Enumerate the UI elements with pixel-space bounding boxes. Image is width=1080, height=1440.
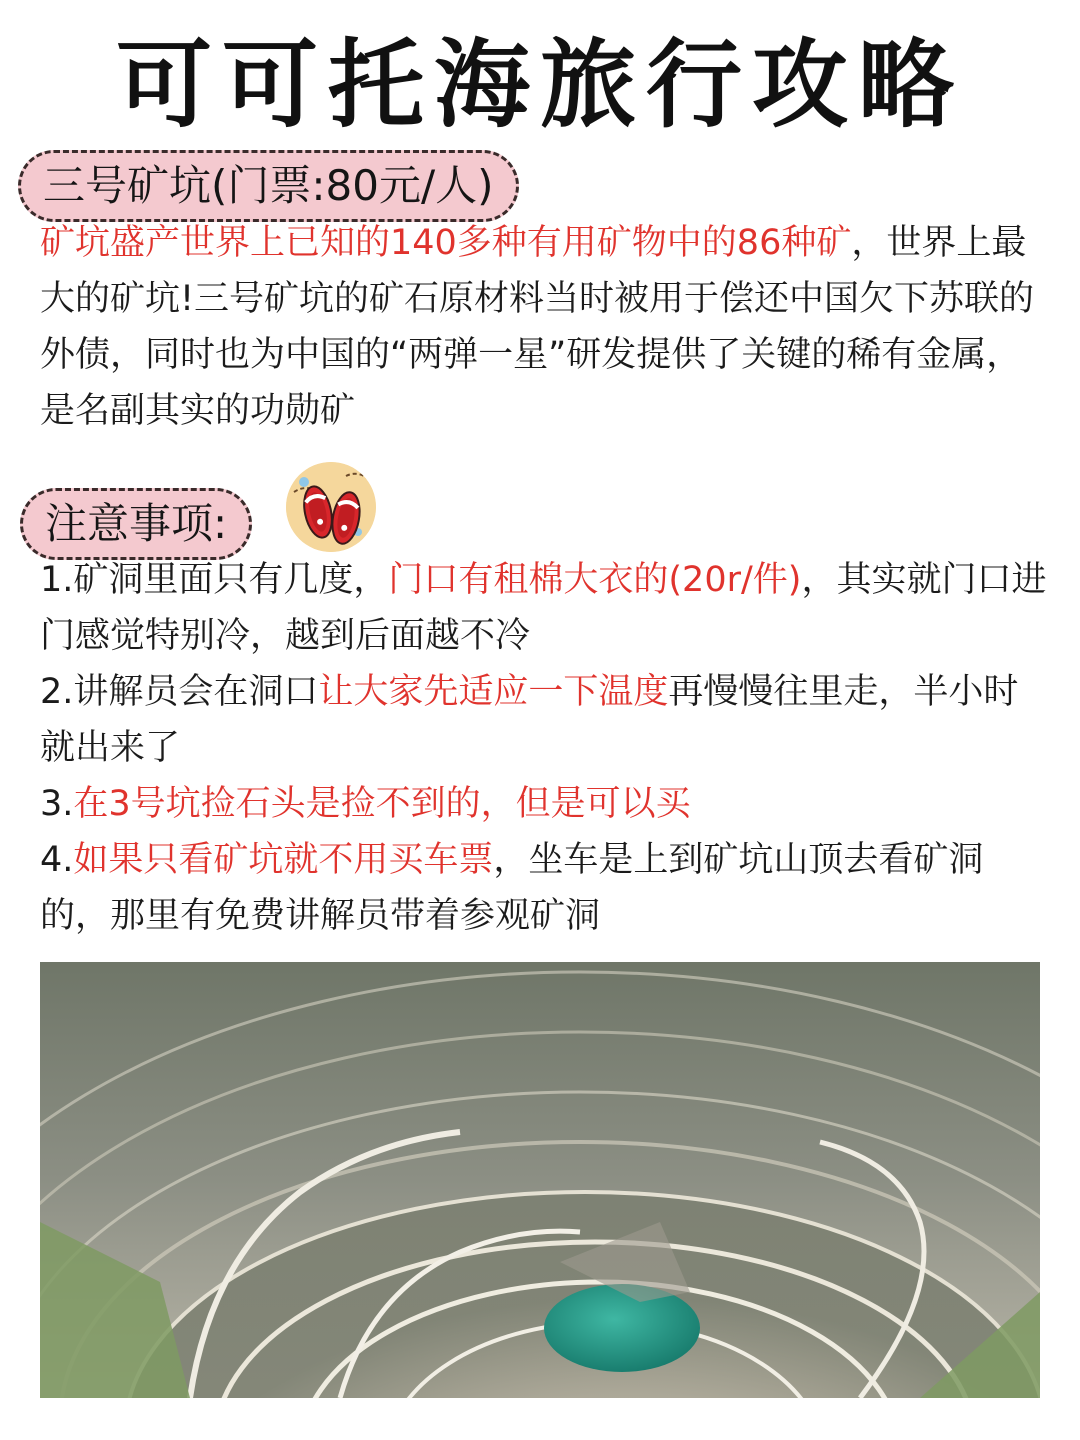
- note-item-3: [40, 776, 1050, 832]
- note-item-1-text: 1.矿洞里面只有几度，: [40, 560, 389, 600]
- note-item-2-text: 2.讲解员会在洞口: [40, 672, 319, 712]
- mine-pit-photo: [40, 962, 1040, 1398]
- note-item-4-text: 4.: [40, 840, 74, 880]
- note-item-2: [40, 664, 1050, 776]
- note-item-1-highlight: 门口有租棉大衣的(20r/件): [388, 560, 802, 600]
- note-item-2-highlight: 让大家先适应一下温度: [318, 672, 669, 712]
- note-item-4-rest: ，坐车是上到矿坑山顶去看矿洞的，那里有免费讲解员带着参观矿洞: [40, 840, 984, 936]
- sandals-icon: [286, 462, 376, 552]
- note-item-4: [40, 832, 1050, 944]
- note-item-3-highlight: 在3号坑捡石头是捡不到的，但是可以买: [73, 784, 691, 824]
- notes-list: [40, 552, 1050, 944]
- note-item-1: [40, 552, 1050, 664]
- note-item-4-highlight: 如果只看矿坑就不用买车票: [73, 840, 494, 880]
- note-item-1-rest: ，其实就门口进门感觉特别冷，越到后面越不冷: [40, 560, 1047, 656]
- note-item-2-rest: 再慢慢往里走，半小时就出来了: [40, 672, 1019, 768]
- intro-paragraph: [40, 215, 1050, 439]
- section-tag-notes: 注意事项:: [20, 488, 252, 560]
- intro-text: ，世界上最大的矿坑!三号矿坑的矿石原材料当时被用于偿还中国欠下苏联的外债，同时也为中国的“两弹一星”研发提供了关键的稀有金属，是名副其实的功勋矿: [40, 223, 1035, 431]
- note-item-3-text: 3.: [40, 784, 74, 824]
- page-title: 可可托海旅行攻略: [116, 29, 964, 141]
- intro-highlight: 矿坑盛产世界上已知的140多种有用矿物中的86种矿: [40, 223, 852, 263]
- section-tag-mine: 三号矿坑(门票:80元/人): [18, 150, 519, 222]
